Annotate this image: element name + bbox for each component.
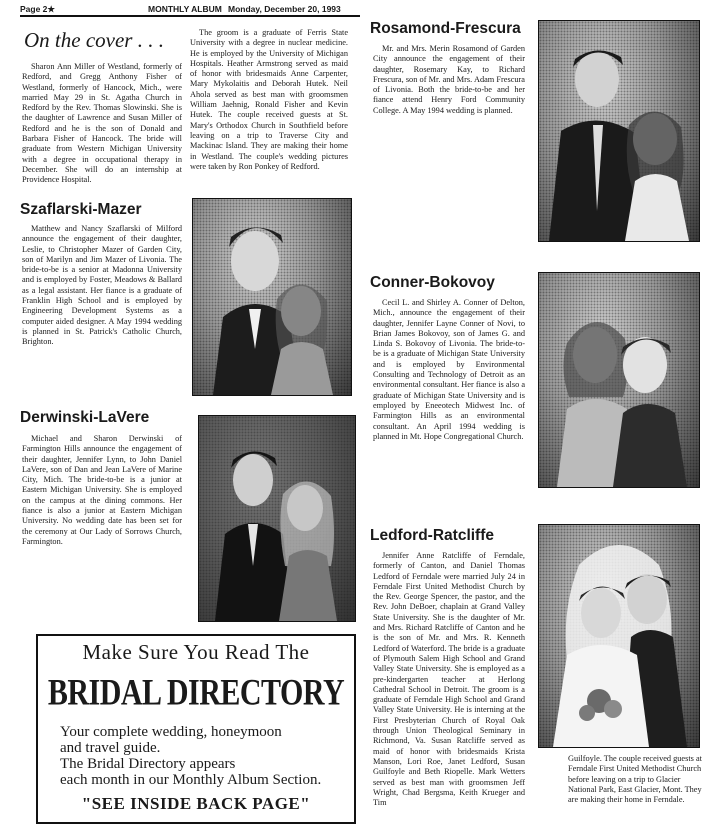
ad-body-line: The Bridal Directory appears [60, 756, 236, 772]
section-name: MONTHLY ALBUM [148, 4, 222, 14]
conner-heading: Conner-Bokovoy [370, 274, 495, 291]
page-header [20, 2, 360, 17]
cover-story-continued: The groom is a graduate of Ferris State University with a degree in nuclear medicine. He is employed by the University of Michigan Hospitals. Heather Armstrong served as maid of honor with bridesmaids Anne Carpenter, Mary Mykolaitis and Deborah Hutek. Neil Ahola served as best man with groomsmen William Jaehnig, Ronald Fisher and Kevin Hutek. The couple received guests at St. Mary's Orthodox Church in Southfield before leaving on a trip to Traverse City and Mackinac Island. They are making their home in Westland. The couple's wedding pictures were taken by Ron Ponkey of Redford. [190, 28, 348, 171]
ledford-text: Jennifer Anne Ratcliffe of Ferndale, formerly of Canton, and Daniel Thomas Ledford of Ferndale were married July 24 in Ferndale First United Methodist Church by the Rev. George Spencer, the pastor, and the Rev. John DeBoer, chaplain at Grand Valley State University. She is the daughter of Mr. and Mrs. Richard Ratcliffe of Canton and he is the son of Mr. and Mrs. R. Kenneth Ledford of Waterford. The bride is a graduate of Plymouth Salem High School and Grand Valley State University. She is employed as a pre-kindergarten teacher at Herlong Cathedral School in Detroit. The groom is a graduate of Ferndale High School and Grand Valley State University. He is interning at the First Presbyterian Church of Royal Oak through Union Theological Seminary in Richmond, Va. Susan Ratcliffe served as maid of honor with bridesmaids Krista Manson, Lori Roe, Janet Ledford, Susan Guilfoyle and Beth Riopelle. Mark Wetters served as best man with groomsmen Jeff Wright, Chad Bergsma, Keith Krueger and Tim [373, 551, 525, 808]
ledford-ratcliffe-photo [538, 524, 700, 748]
ad-body [60, 724, 340, 788]
szaflarski-mazer-photo [192, 198, 352, 396]
ad-body-line: each month in our Monthly Album Section. [60, 772, 322, 788]
issue-date: Monday, December 20, 1993 [228, 4, 341, 14]
ad-title: BRIDAL DIRECTORY [47, 672, 345, 714]
cover-heading: On the cover . . . [24, 28, 164, 52]
cover-story-text: Sharon Ann Miller of Westland, formerly of Redford, and Gregg Anthony Fisher of Westland, formerly of Hancock, Mich., were married May 29 in St. Agatha Church in Redford by the Rev. Thomas Slowinski. She is the daughter of Lawrence and Susan Miller of Redford and he is the son of Donald and Barbara Fisher of Hancock. The bride will graduate from Western Michigan University with a degree in occupational therapy in December. She will do an internship at Providence Hospital. [22, 62, 182, 185]
derwinski-text: Michael and Sharon Derwinski of Farmington Hills announce the engagement of their daughter, Jennifer Lynn, to John Daniel LaVere, son of Dan and Jean LaVere of Marine City, Mich. The bride-to-be is a junior at Eastern Michigan University. She is employed on the campus at the dining commons. Her fiance is also a junior at Eastern Michigan University. No wedding date has been set for the ceremony at Our Lady of Sorrows Church, Farmington. [22, 434, 182, 546]
conner-text: Cecil L. and Shirley A. Conner of Delton, Mich., announce the engagement of their daughter, Jennifer Layne Conner of Novi, to Brian James Bokovoy, son of James G. and Linda S. Bokovoy of Livonia. The bride-to-be is a graduate of Michigan State University and is employed by Environmental Consulting and Technology of Detroit as an environmental consultant. Her fiance is also a graduate of Michigan State University and is employed by Eneeotech Midwest Inc. of Farmington Hills as an environmental consultant. An April 1994 wedding is planned in Mt. Hope Congregational Church. [373, 298, 525, 441]
ad-call-to-action: "SEE INSIDE BACK PAGE" [81, 794, 311, 813]
derwinski-heading: Derwinski-LaVere [20, 409, 150, 426]
bridal-directory-ad [36, 634, 356, 824]
rosamond-frescura-photo [538, 20, 700, 242]
rosamond-heading: Rosamond-Frescura [370, 20, 521, 37]
ledford-text-continued: Guilfoyle. The couple received guests at Ferndale First United Methodist Church before leaving on a trip to Glacier National Park, East Glacier, Mont. They are making their home in Ferndale. [568, 754, 702, 805]
szaflarski-text: Matthew and Nancy Szaflarski of Milford announce the engagement of their daughter, Leslie, to Christopher Mazer of Garden City, son of Marilyn and Jim Mazer of Livonia. The bride-to-be is a senior at Madonna University and is employed by Foster, Meadows & Ballard as a legal assistant. Her fiance is a graduate of Franklin High School and is employed by Engineering Development Systems as a computer aided designer. A May 1994 wedding is planned in St. Patrick's Catholic Church, Brighton. [22, 224, 182, 347]
szaflarski-heading: Szaflarski-Mazer [20, 201, 142, 218]
ad-tagline: Make Sure You Read The [82, 640, 310, 664]
ledford-heading: Ledford-Ratcliffe [370, 527, 494, 544]
rosamond-text: Mr. and Mrs. Merin Rosamond of Garden City announce the engagement of their daughter, Rosemary Kay, to Richard Frescura, son of Mr. and Mrs. Adam Frescura of Livonia. Both the bride-to-be and her fiance attend Henry Ford Community College. A May 1994 wedding is planned. [373, 44, 525, 115]
conner-bokovoy-photo [538, 272, 700, 488]
ad-body-line: Your complete wedding, honeymoon [60, 724, 282, 740]
page-number: Page 2★ [20, 4, 56, 14]
ad-body-line: and travel guide. [60, 740, 161, 756]
derwinski-lavere-photo [198, 415, 356, 622]
